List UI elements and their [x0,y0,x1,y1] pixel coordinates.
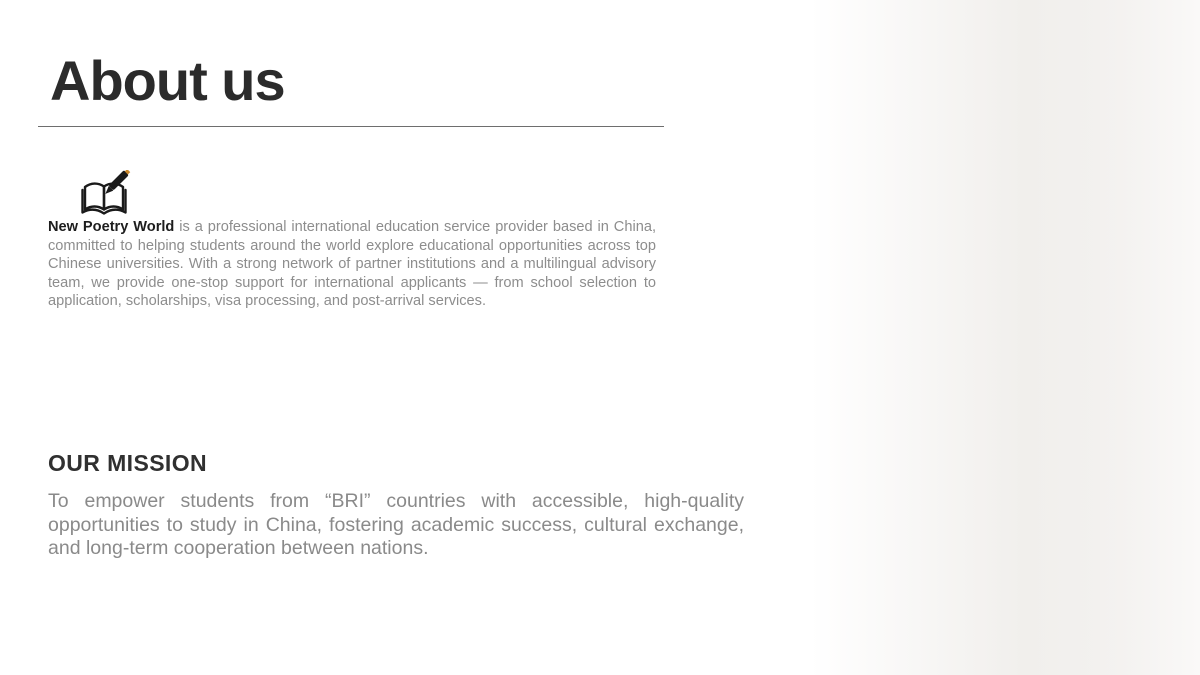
about-paragraph [48,218,656,311]
mission-heading: OUR MISSION [48,450,208,476]
book-pen-icon [80,170,132,220]
page-title: About us [50,49,285,112]
title-underline [38,126,664,127]
about-text: is a professional international education service provider based in China, committed to helping students around the world explore educational opportunities across top Chinese universities. With a strong network of partner institutions and a multilingual advisory team, we provide one-stop support for international applicants — from school selection to application, scholarships, visa processing, and post-arrival services. [48,219,656,310]
right-gradient-decoration [810,0,1200,675]
company-name: New Poetry World [48,219,175,235]
mission-paragraph: To empower students from “BRI” countries with accessible, high-quality opportunities to study in China, fostering academic success, cultural exchange, and long-term cooperation between nations. [48,490,744,560]
